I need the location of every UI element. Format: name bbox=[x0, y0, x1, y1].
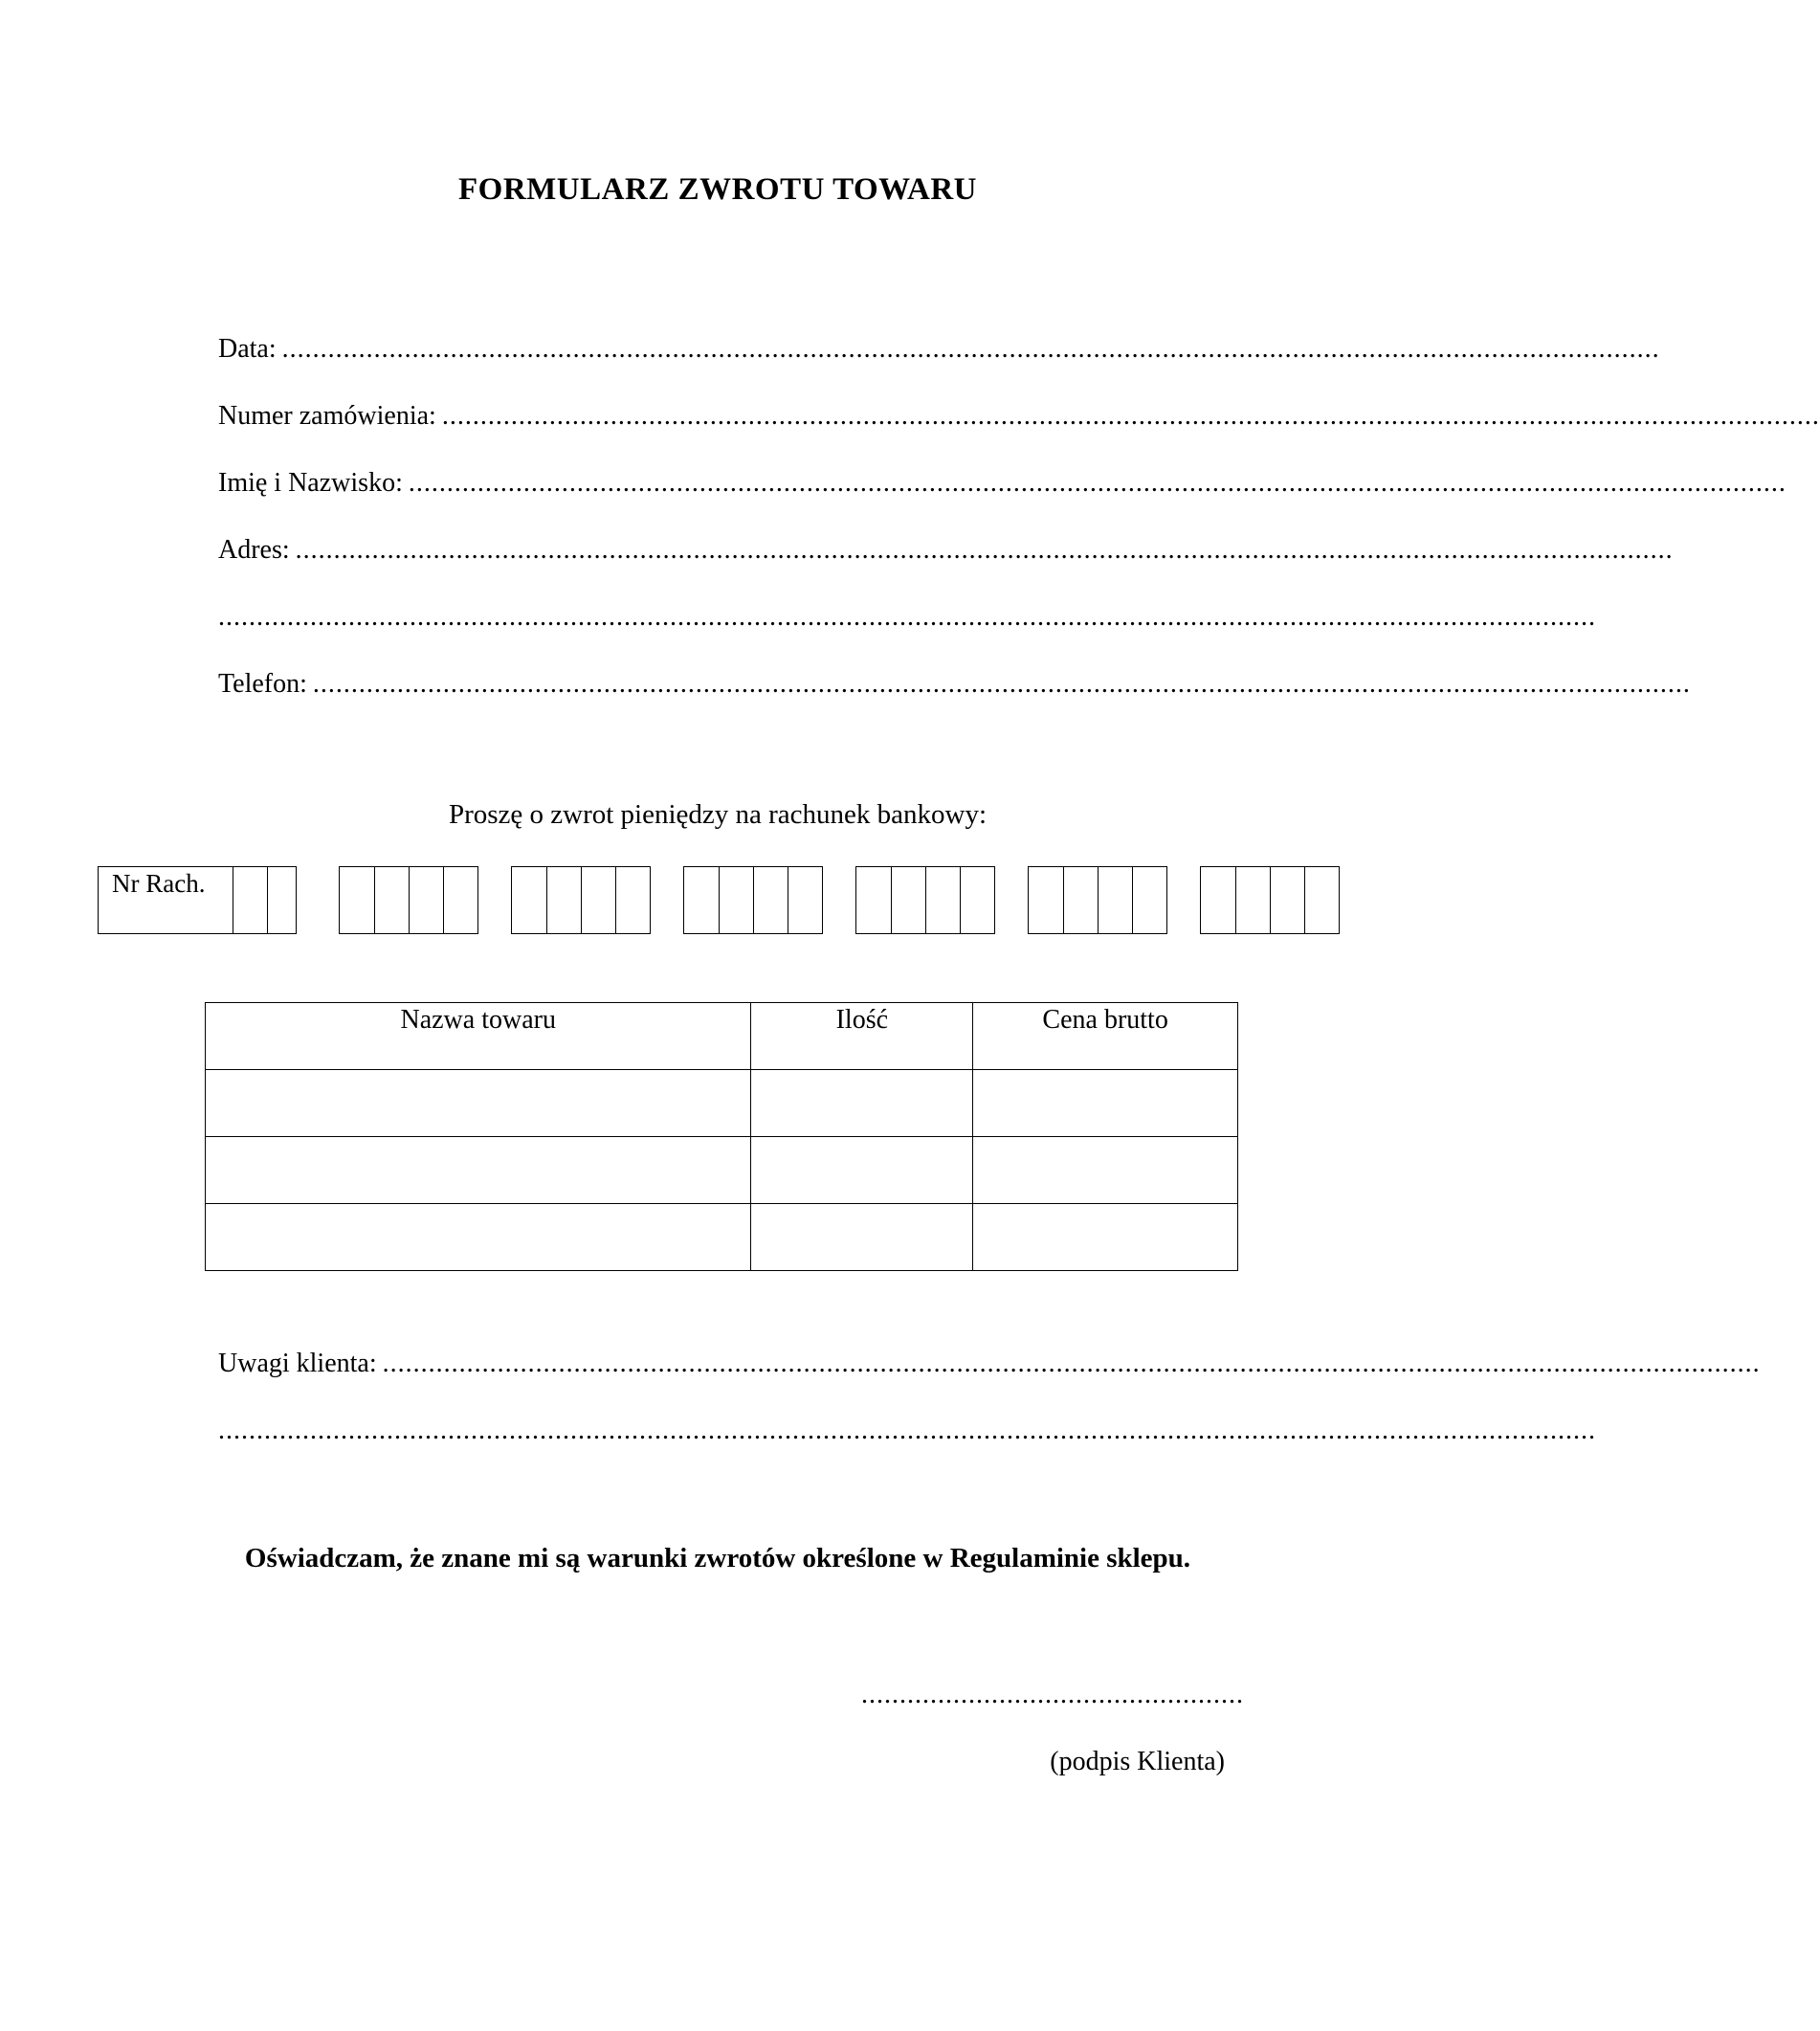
account-digit-box[interactable] bbox=[1304, 867, 1339, 933]
address-field[interactable] bbox=[218, 531, 1674, 569]
item-quantity-cell[interactable] bbox=[751, 1204, 973, 1271]
account-digit-box[interactable] bbox=[856, 867, 891, 933]
address-dotted-line: .................................................................................................................................................................................... bbox=[295, 535, 1674, 565]
account-digit-box[interactable] bbox=[615, 867, 650, 933]
form-title: FORMULARZ ZWROTU TOWARU bbox=[458, 172, 977, 207]
account-digit-box[interactable] bbox=[443, 867, 477, 933]
full-name-dotted-line: .................................................................................................................................................................................... bbox=[408, 468, 1787, 498]
account-digit-box[interactable] bbox=[684, 867, 719, 933]
item-name-cell[interactable] bbox=[206, 1204, 751, 1271]
account-number-group-3[interactable] bbox=[511, 866, 651, 934]
full-name-field[interactable] bbox=[218, 464, 1787, 502]
customer-remarks-field[interactable] bbox=[218, 1345, 1761, 1383]
header-gross-price: Cena brutto bbox=[973, 1003, 1238, 1070]
account-digit-box[interactable] bbox=[409, 867, 443, 933]
date-label: Data: bbox=[218, 334, 277, 364]
phone-dotted-line: .................................................................................................................................................................................... bbox=[312, 669, 1691, 699]
account-digit-box[interactable] bbox=[340, 867, 374, 933]
customer-remarks-continuation-dotted-line: .................................................................................................................................................................................... bbox=[218, 1416, 1596, 1445]
signature-label: (podpis Klienta) bbox=[1050, 1747, 1225, 1776]
customer-remarks-label: Uwagi klienta: bbox=[218, 1349, 377, 1378]
address-continuation-field[interactable] bbox=[218, 598, 1596, 636]
account-digit-box[interactable] bbox=[1063, 867, 1098, 933]
full-name-label: Imię i Nazwisko: bbox=[218, 468, 403, 498]
account-digit-box[interactable] bbox=[719, 867, 753, 933]
account-digit-box[interactable] bbox=[960, 867, 994, 933]
phone-label: Telefon: bbox=[218, 669, 307, 699]
table-row bbox=[206, 1137, 1238, 1204]
header-quantity: Ilość bbox=[751, 1003, 973, 1070]
item-quantity-cell[interactable] bbox=[751, 1137, 973, 1204]
table-row bbox=[206, 1070, 1238, 1137]
account-digit-box[interactable] bbox=[1098, 867, 1132, 933]
address-label: Adres: bbox=[218, 535, 290, 565]
account-digit-box[interactable] bbox=[1235, 867, 1270, 933]
account-digit-box[interactable] bbox=[753, 867, 788, 933]
table-row bbox=[206, 1204, 1238, 1271]
item-name-cell[interactable] bbox=[206, 1137, 751, 1204]
account-number-group-5[interactable] bbox=[855, 866, 995, 934]
item-price-cell[interactable] bbox=[973, 1204, 1238, 1271]
account-digit-box[interactable] bbox=[925, 867, 960, 933]
account-number-group-2[interactable] bbox=[339, 866, 478, 934]
account-label: Nr Rach. bbox=[112, 869, 206, 898]
header-item-name: Nazwa towaru bbox=[206, 1003, 751, 1070]
terms-statement: Oświadczam, że znane mi są warunki zwrotów określone w Regulaminie sklepu. bbox=[244, 1543, 1191, 1573]
order-number-field[interactable] bbox=[218, 397, 1820, 435]
account-digit-box[interactable] bbox=[1201, 867, 1235, 933]
account-digit-box[interactable] bbox=[374, 867, 409, 933]
item-quantity-cell[interactable] bbox=[751, 1070, 973, 1137]
customer-remarks-dotted-line: .................................................................................................................................................................................... bbox=[382, 1349, 1761, 1378]
table-header-row bbox=[206, 1003, 1238, 1070]
account-digit-box[interactable] bbox=[581, 867, 615, 933]
account-number-group-7[interactable] bbox=[1200, 866, 1340, 934]
refund-request-text: Proszę o zwrot pieniędzy na rachunek bankowy: bbox=[448, 799, 988, 830]
account-digit-box[interactable] bbox=[233, 867, 267, 933]
account-digit-box[interactable] bbox=[1132, 867, 1166, 933]
account-digit-box[interactable] bbox=[546, 867, 581, 933]
signature-line[interactable]: .................................................. bbox=[861, 1680, 1244, 1709]
account-digit-box[interactable] bbox=[1029, 867, 1063, 933]
account-digit-box[interactable] bbox=[891, 867, 925, 933]
date-dotted-line: .................................................................................................................................................................................... bbox=[281, 334, 1660, 364]
account-number-group-1[interactable] bbox=[98, 866, 297, 934]
account-digit-box[interactable] bbox=[1270, 867, 1304, 933]
account-digit-box[interactable] bbox=[267, 867, 296, 933]
item-price-cell[interactable] bbox=[973, 1137, 1238, 1204]
address-continuation-dotted-line: .................................................................................................................................................................................... bbox=[218, 602, 1596, 632]
date-field[interactable] bbox=[218, 330, 1660, 368]
order-number-dotted-line: .................................................................................................................................................................................... bbox=[441, 401, 1820, 431]
account-digit-box[interactable] bbox=[788, 867, 822, 933]
phone-field[interactable] bbox=[218, 665, 1691, 703]
account-number-group-4[interactable] bbox=[683, 866, 823, 934]
account-digit-box[interactable] bbox=[512, 867, 546, 933]
item-name-cell[interactable] bbox=[206, 1070, 751, 1137]
account-number-group-6[interactable] bbox=[1028, 866, 1167, 934]
item-price-cell[interactable] bbox=[973, 1070, 1238, 1137]
customer-remarks-continuation-field[interactable] bbox=[218, 1412, 1596, 1450]
order-number-label: Numer zamówienia: bbox=[218, 401, 436, 431]
returned-items-table bbox=[205, 1002, 1238, 1271]
